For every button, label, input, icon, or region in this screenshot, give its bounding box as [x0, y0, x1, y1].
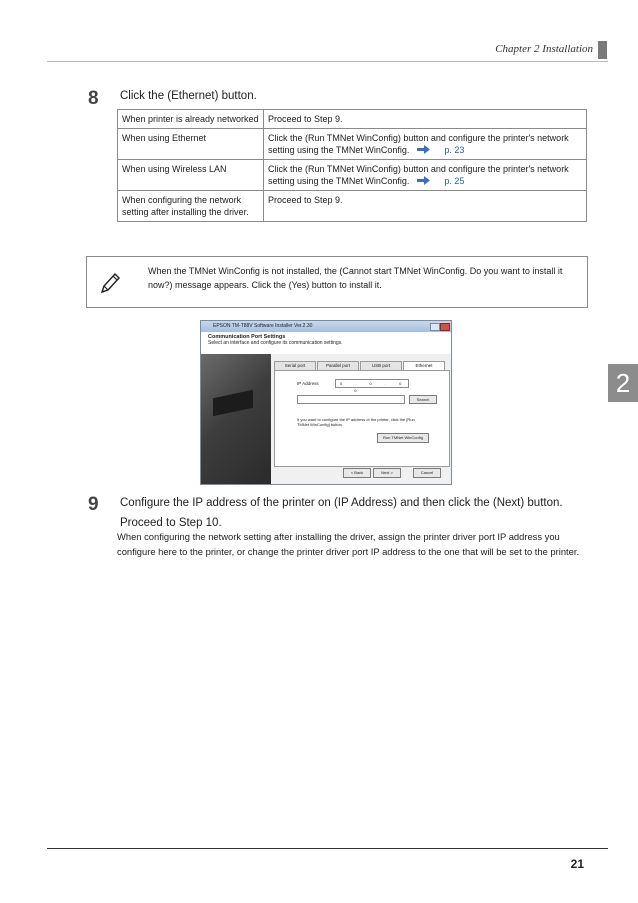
condition-cell: When using Ethernet: [118, 129, 264, 160]
step-9-number: 9: [88, 494, 99, 515]
page-number: 21: [570, 857, 584, 871]
ip-address-input[interactable]: 0 . 0 . 0 . 0: [335, 379, 409, 388]
window-body: [201, 354, 451, 484]
ip-address-label: IP Address: [297, 381, 319, 386]
options-table: [117, 109, 587, 222]
window-header: [201, 332, 451, 356]
step-8-number: 8: [88, 88, 99, 109]
cancel-button[interactable]: Cancel: [413, 468, 441, 478]
table-row: [118, 191, 587, 222]
action-text: Proceed to Step 9.: [268, 195, 343, 205]
dialog-subheading: Select an interface and configure its communication settings.: [208, 340, 343, 346]
tab-parallel-port[interactable]: Parallel port: [317, 361, 359, 371]
table-row: [118, 110, 587, 129]
search-button[interactable]: Search: [409, 395, 437, 404]
ethernet-pane: [274, 370, 450, 467]
dialog-heading: Communication Port Settings: [208, 334, 286, 340]
tab-usb-port[interactable]: USB port: [360, 361, 402, 371]
chapter-marker: [598, 41, 607, 59]
condition-cell: When configuring the network setting after installing the driver.: [118, 191, 264, 222]
condition-cell: When using Wireless LAN: [118, 160, 264, 191]
action-cell: [264, 110, 587, 129]
arrow-right-icon: [417, 145, 430, 154]
table-row: [118, 160, 587, 191]
action-text: Click the (Run TMNet WinConfig) button and configure the printer's network setting using the TMNet WinConfig.: [268, 133, 569, 155]
installer-screenshot: [200, 320, 452, 485]
window-title: EPSON TM-T88V Software Installer Ver.2.30: [213, 323, 313, 329]
arrow-right-icon: [417, 176, 430, 185]
action-text: Click the (Run TMNet WinConfig) button and configure the printer's network setting using the TMNet WinConfig.: [268, 164, 569, 186]
action-cell: [264, 191, 587, 222]
note-box: [86, 256, 588, 308]
page-reference-link[interactable]: p. 23: [444, 145, 465, 155]
window-titlebar: [201, 321, 451, 332]
step-9-detail: When configuring the network setting after installing the driver, assign the printer driver port IP address you configure here to the printer, or change the printer driver port IP address to the one that will be set to the printer.: [117, 531, 580, 557]
header-rule: [47, 61, 608, 62]
winconfig-hint: If you want to configure the IP address of the printer, click the [Run TMNet WinConfig] button.: [297, 417, 415, 427]
next-button[interactable]: Next >: [373, 468, 401, 478]
back-button[interactable]: < Back: [343, 468, 371, 478]
action-cell: [264, 129, 587, 160]
printer-dropdown[interactable]: [297, 395, 405, 404]
minimize-icon: [430, 323, 440, 331]
tab-serial-port[interactable]: Serial port: [274, 361, 316, 371]
close-icon: [440, 323, 450, 331]
tab-ethernet[interactable]: Ethernet: [403, 361, 445, 371]
note-text: When the TMNet WinConfig is not installed, the (Cannot start TMNet WinConfig. Do you want to install it now?) message appears. Click the (Yes) button to install it.: [148, 266, 563, 290]
printer-image: [201, 354, 271, 484]
action-text: Proceed to Step 9.: [268, 114, 343, 124]
action-cell: [264, 160, 587, 191]
pencil-note-icon: [99, 271, 121, 295]
chapter-tab: 2: [608, 364, 638, 402]
condition-cell: When printer is already networked: [118, 110, 264, 129]
table-row: [118, 129, 587, 160]
chapter-title: Chapter 2 Installation: [495, 43, 593, 55]
run-winconfig-button[interactable]: Run TMNet WinConfig: [377, 433, 429, 443]
step-9-text: Configure the IP address of the printer on (IP Address) and then click the (Next) button. Proceed to Step 10.: [120, 497, 563, 529]
footer-rule: [47, 848, 608, 849]
page-reference-link[interactable]: p. 25: [444, 176, 465, 186]
step-8-text: Click the (Ethernet) button.: [120, 90, 257, 102]
